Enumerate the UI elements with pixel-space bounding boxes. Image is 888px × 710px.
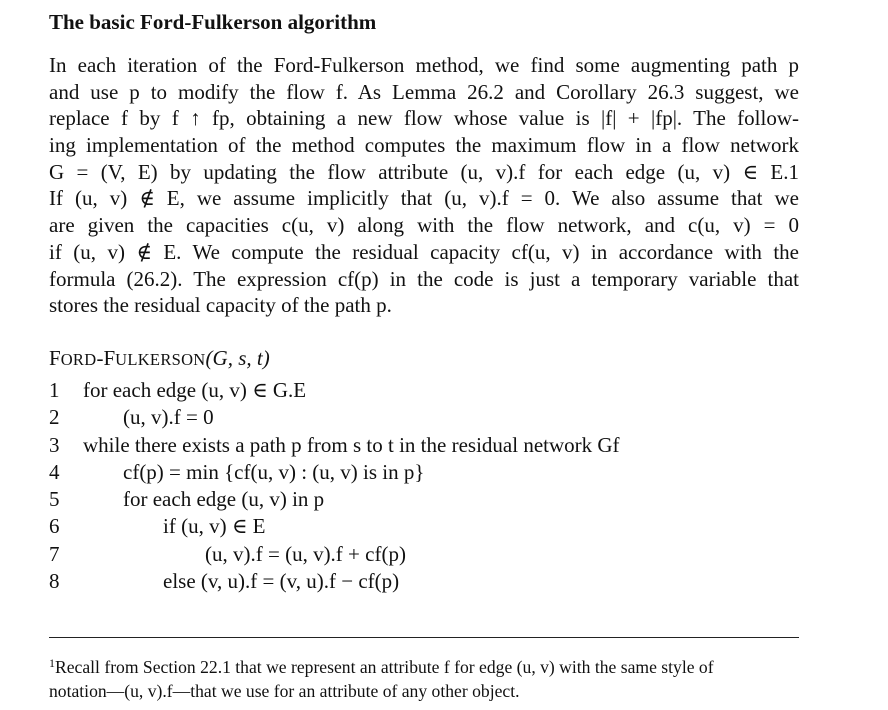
paragraph-line: if (u, v) ∉ E. We compute the residual capacity cf(u, v) in accordance with the [49, 239, 799, 264]
line-number: 8 [49, 569, 60, 594]
code-text: for each edge (u, v) ∈ G.E [83, 378, 307, 402]
code-text: (u, v).f = 0 [123, 405, 214, 430]
footnote-line [49, 655, 799, 679]
line-number: 7 [49, 541, 60, 566]
footnote [49, 655, 799, 703]
paragraph-line: stores the residual capacity of the path p. [49, 293, 392, 318]
procedure-name-f1: F [49, 346, 61, 370]
line-number: 6 [49, 514, 60, 539]
procedure-params: (G, s, t) [205, 346, 270, 370]
procedure-name-f2: F [103, 346, 116, 370]
procedure-name-ord: ORD [60, 350, 97, 369]
paragraph-line: G = (V, E) by updating the flow attribute (u, v).f for each edge (u, v) ∈ E.1 [49, 159, 799, 184]
line-number: 4 [49, 459, 60, 484]
code-text: cf(p) = min {cf(u, v) : (u, v) is in p} [123, 459, 425, 484]
procedure-title [49, 345, 270, 373]
paragraph-line: If (u, v) ∉ E, we assume implicitly that (u, v).f = 0. We also assume that we [49, 186, 799, 211]
footnote-marker: 1 [49, 656, 55, 670]
paragraph-line: replace f by f ↑ fp, obtaining a new flow whose value is |f| + |fp|. The follow- [49, 106, 799, 131]
paragraph-line: formula (26.2). The expression cf(p) in the code is just a temporary variable that [49, 266, 799, 291]
code-text: for each edge (u, v) in p [123, 487, 325, 512]
line-number: 5 [49, 487, 60, 512]
code-text: if (u, v) ∈ E [163, 514, 266, 539]
procedure-name-ulkerson: ULKERSON [115, 350, 206, 369]
footnote-text: Recall from Section 22.1 that we represent an attribute f for edge (u, v) with the same style of [55, 657, 714, 677]
line-number: 2 [49, 405, 60, 430]
code-text: (u, v).f = (u, v).f + cf(p) [205, 541, 406, 566]
footnote-divider [49, 637, 799, 638]
procedure-name-dash: - [96, 346, 104, 370]
code-text: while there exists a path p from s to t in the residual network Gf [83, 432, 620, 457]
footnote-line: notation—(u, v).f—that we use for an attribute of any other object. [49, 681, 520, 701]
line-number: 1 [49, 378, 60, 402]
section-title: The basic Ford-Fulkerson algorithm [49, 10, 377, 34]
line-number: 3 [49, 432, 60, 457]
body-paragraph [49, 52, 799, 319]
paragraph-line: are given the capacities c(u, v) along with the flow network, and c(u, v) = 0 [49, 213, 799, 238]
paragraph-line: and use p to modify the flow f. As Lemma 26.2 and Corollary 26.3 suggest, we [49, 79, 799, 104]
paragraph-line: In each iteration of the Ford-Fulkerson method, we find some augmenting path p [49, 53, 799, 77]
paragraph-line: ing implementation of the method computes the maximum flow in a flow network [49, 133, 799, 158]
code-text: else (v, u).f = (v, u).f − cf(p) [163, 569, 400, 594]
